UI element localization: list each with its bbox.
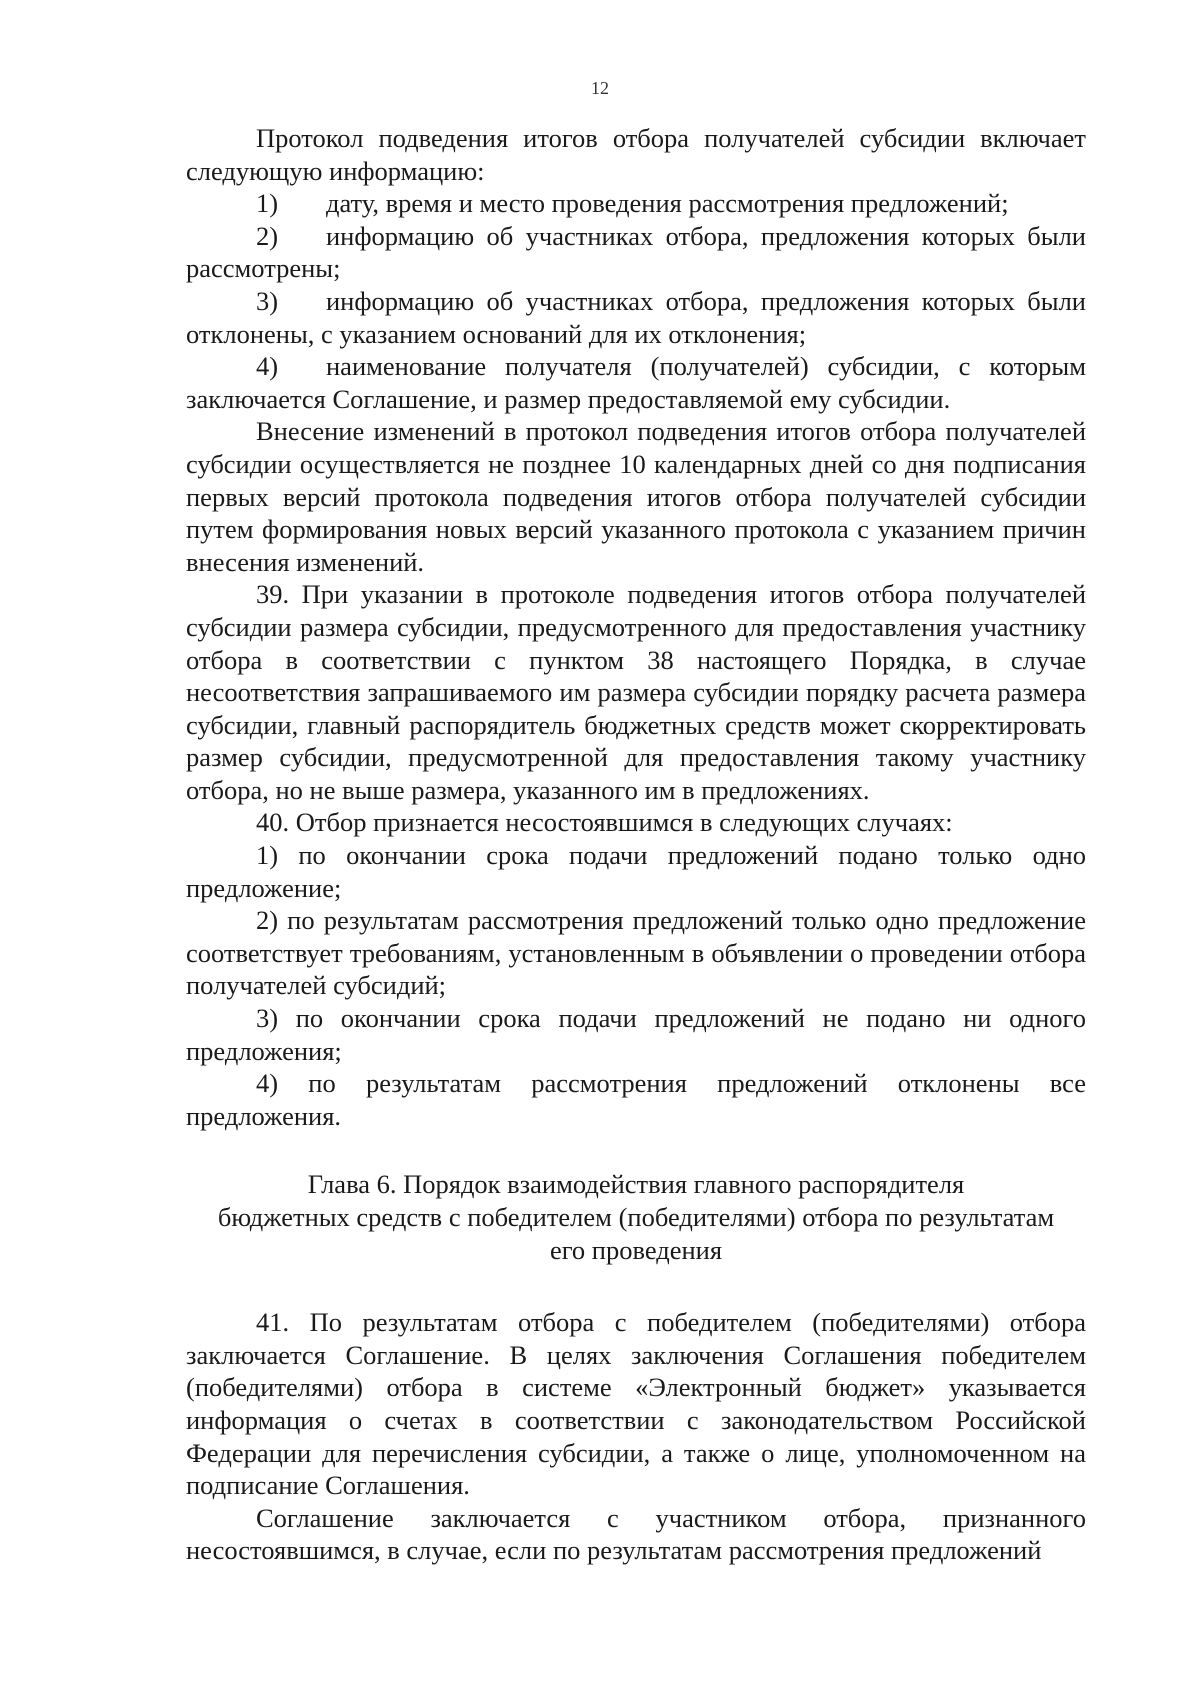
list-item-text: дату, время и место проведения рассмотрения предложений; [326,188,1009,219]
document-body [186,122,1086,1567]
list-item-number: 3) [256,285,279,316]
list-item-text: информацию об участниках отбора, предложения которых были отклонены, с указанием оснований для их отклонения; [186,285,1086,349]
paragraph: 40. Отбор признается несостоявшимся в следующих случаях: [256,807,953,838]
page-number: 12 [591,78,609,98]
paragraph: 41. По результатам отбора с победителем (победителями) отбора заключается Соглашение. В целях заключения Соглашения победителем (победителями) отбора в системе «Электронный бюджет» указывается информация о счетах в соответствии с законодательством Российской Федерации для перечисления субсидии, а также о лице, уполномоченном на подписание Соглашения. [186,1307,1086,1501]
chapter-heading-line-2: бюджетных средств с победителем (победителями) отбора по результатам [217,1202,1055,1232]
paragraph: 1) по окончании срока подачи предложений подано только одно предложение; [186,840,1086,903]
list-item [186,285,1086,350]
list-item-text: информацию об участниках отбора, предложения которых были рассмотрены; [186,220,1086,284]
list-item-text: наименование получателя (получателей) субсидии, с которым заключается Соглашение, и размер предоставляемой ему субсидии. [186,351,1086,414]
paragraph: 2) по результатам рассмотрения предложений только одно предложение соответствует требованиям, установленным в объявлении о проведении отбора получателей субсидий; [186,905,1086,1001]
list-item-number: 1) [256,188,279,219]
list-item [186,350,1086,415]
paragraph: 4) по результатам рассмотрения предложений отклонены все предложения. [186,1068,1086,1131]
list-item [186,220,1086,285]
chapter-heading-line-3: его проведения [549,1234,723,1265]
list-item [186,187,1086,220]
list-item-number: 2) [256,220,279,251]
paragraph: Соглашение заключается с участником отбора, признанного несостоявшимся, в случае, если по результатам рассмотрения предложений [186,1502,1086,1566]
list-item-number: 4) [256,351,279,382]
paragraph: Внесение изменений в протокол подведения итогов отбора получателей субсидии осуществляется не позднее 10 календарных дней со дня подписания первых версий протокола подведения итогов отбора получателей субсидии путем формирования новых версий указанного протокола с указанием причин внесения изменений. [186,416,1086,577]
bottom-section [186,1306,1086,1567]
paragraph: 39. При указании в протоколе подведения итогов отбора получателей субсидии размера субсидии, предусмотренного для предоставления участнику отбора в соответствии с пунктом 38 настоящего Порядка, в случае несоответствия запрашиваемого им размера субсидии порядку расчета размера субсидии, главный распорядитель бюджетных средств может скорректировать размер субсидии, предусмотренной для предоставления такому участнику отбора, но не выше размера, указанного им в предложениях. [186,579,1086,805]
top-section [186,122,1086,1132]
chapter-heading-line-1: Глава 6. Порядок взаимодействия главного распорядителя [307,1169,965,1200]
paragraph: 3) по окончании срока подачи предложений не подано ни одного предложения; [186,1003,1086,1066]
paragraph: Протокол подведения итогов отбора получателей субсидии включает следующую информацию: [186,123,1086,186]
chapter-heading [186,1168,1086,1266]
